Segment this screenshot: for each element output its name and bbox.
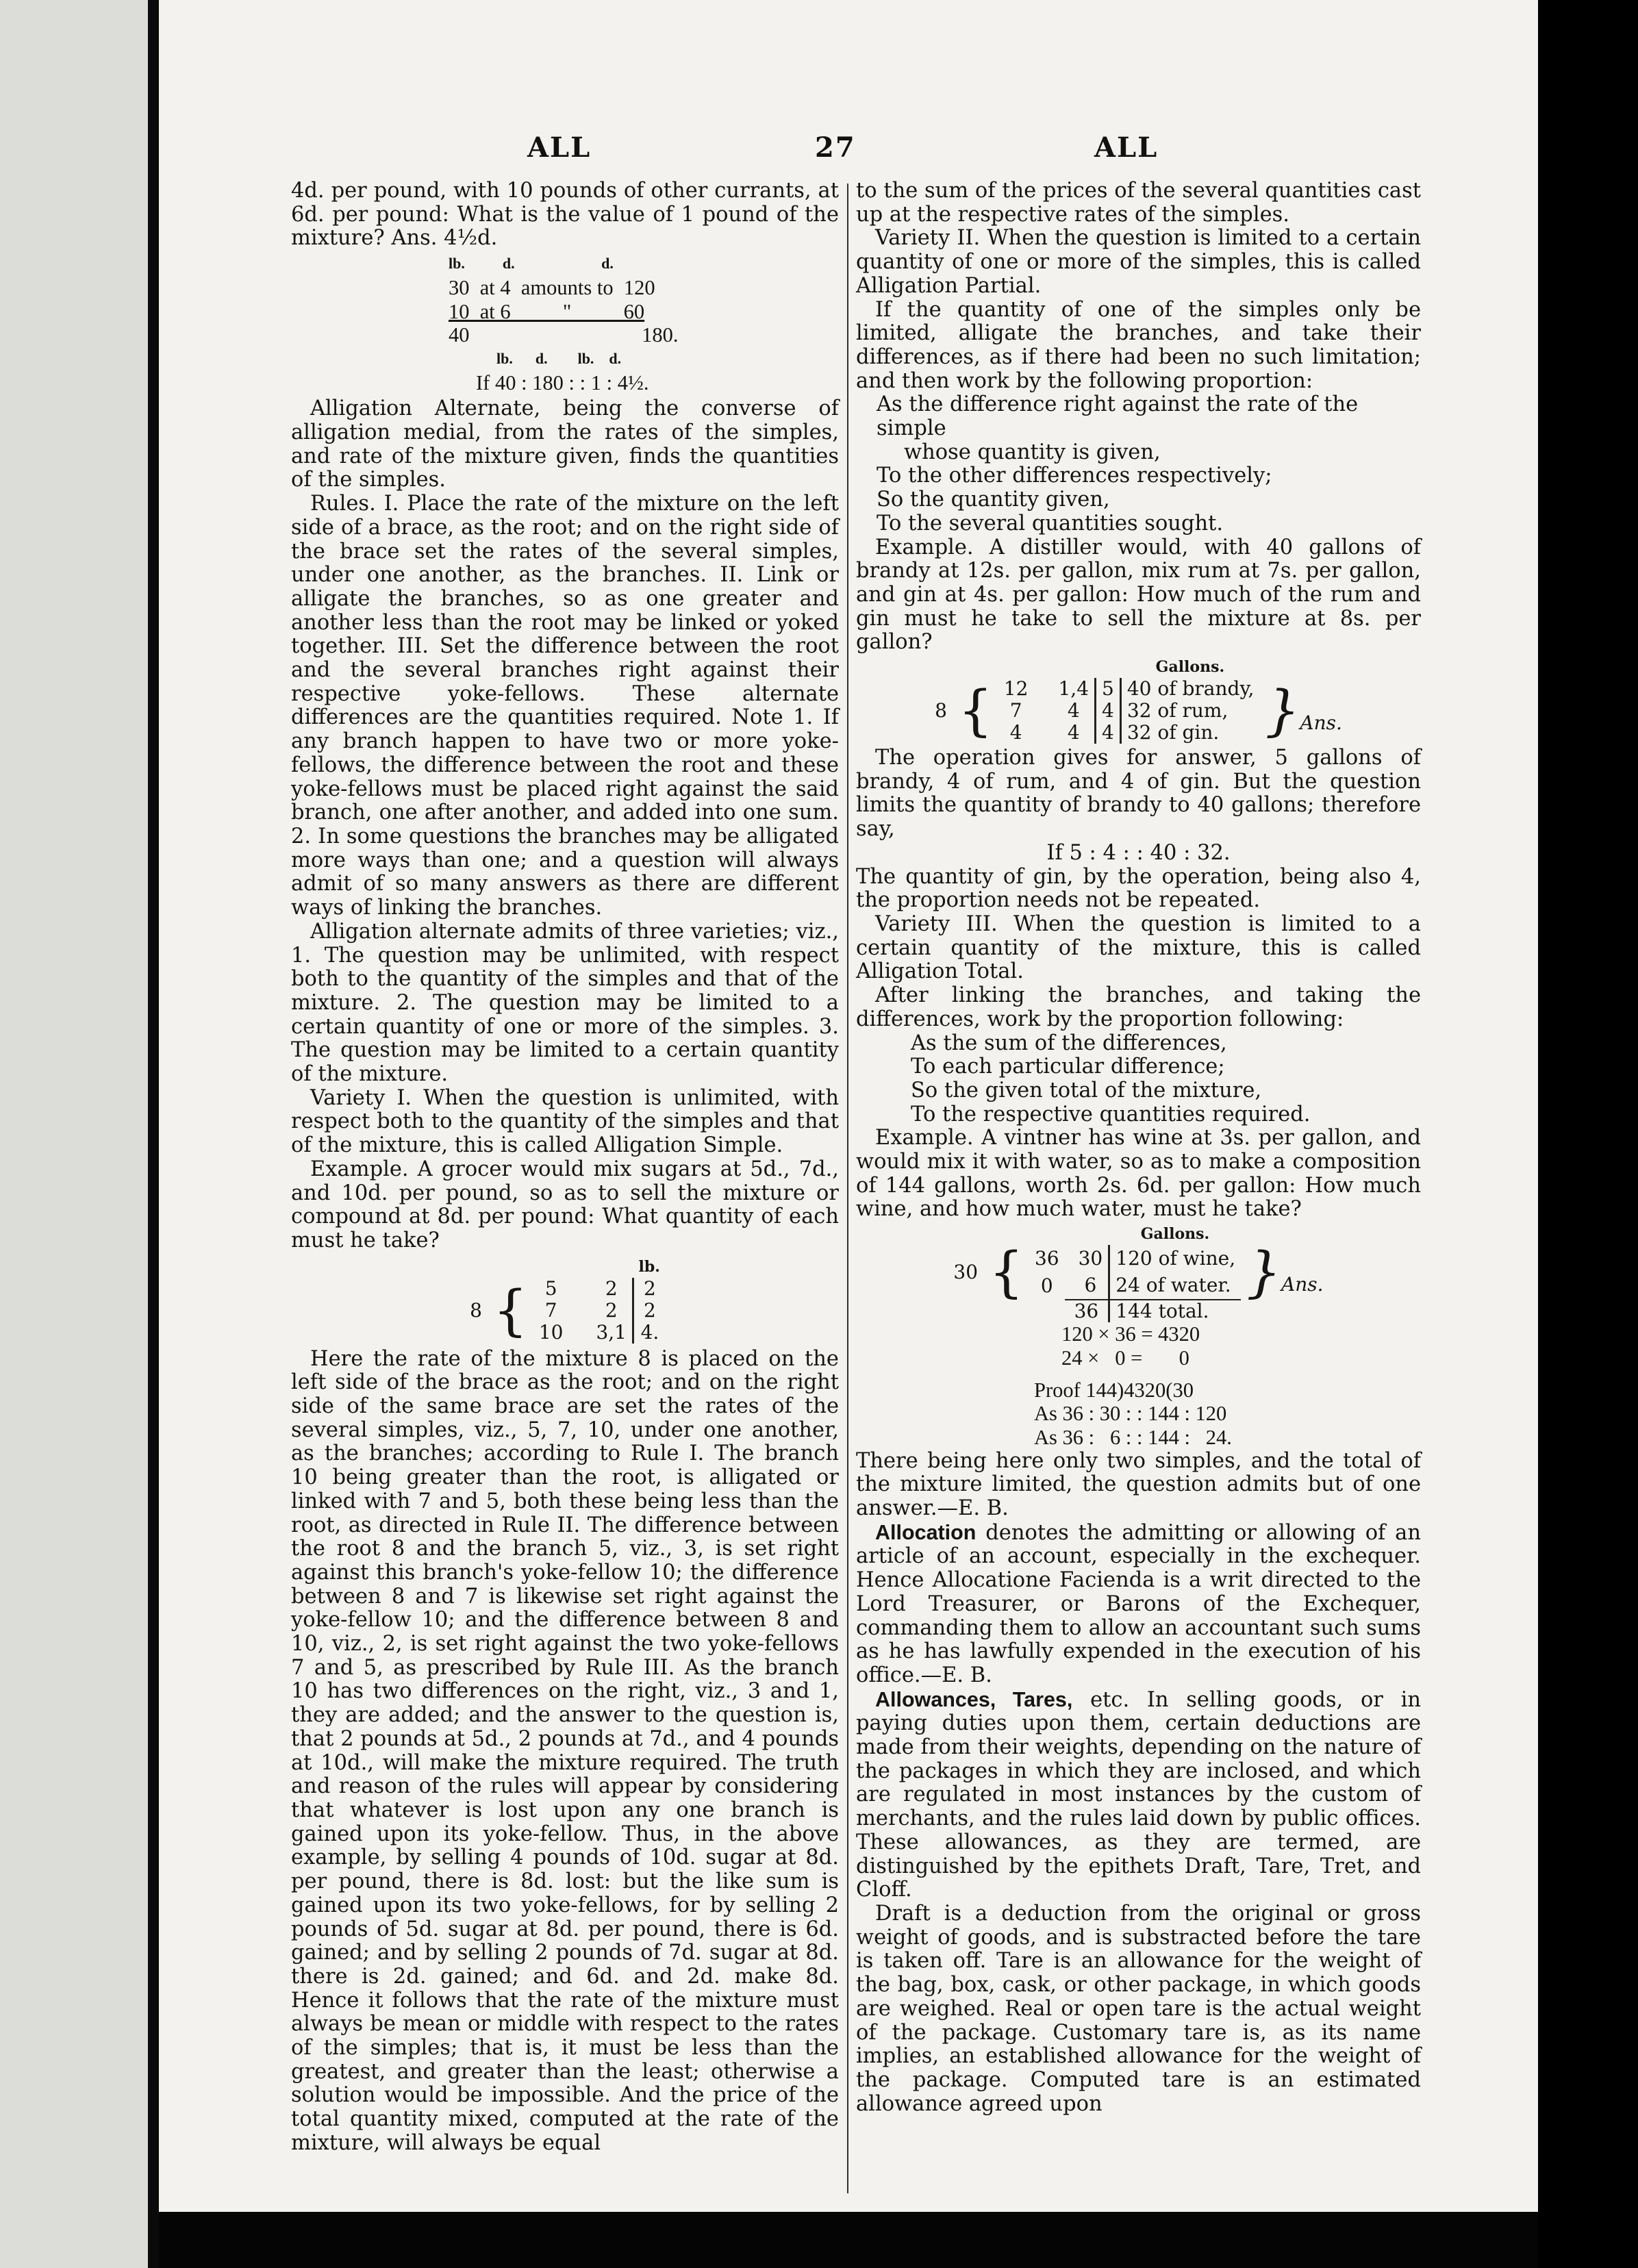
entry-headword: Allocation (875, 1520, 977, 1544)
proportion-rule: As the difference right against the rate of the simple whose quantity is given, To the other differences respectively; So the quantity given, To the several quantities sought. (877, 392, 1359, 536)
brace-symbol: } (1265, 679, 1300, 743)
calculation-block: lb. d. d. 30 at 4 amounts to 120 10 at 6 " 60 40 180. lb. d. lb. d. If 40 : 180 : : 1 : 4½. (449, 255, 679, 394)
proportion-rule: As the sum of the differences, To each particular difference; So the given total of the mixture, To the respective quantities required. (911, 1031, 1311, 1126)
column-rule (847, 184, 848, 2193)
brace-symbol: { (957, 679, 993, 743)
book-gutter (0, 0, 159, 2268)
paragraph: Alligation Alternate, being the converse of alligation medial, from the rates of the simples, and rate of the mixture given, finds the quantities of the simples. (291, 396, 839, 492)
paragraph: 4d. per pound, with 10 pounds of other currants, at 6d. per pound: What is the value of 1 pound of the mixture? Ans. 4½d. (291, 179, 839, 251)
paragraph: The operation gives for answer, 5 gallons of brandy, 4 of rum, and 4 of gin. But the question limits the quantity of brandy to 40 gallons; therefore say, (856, 746, 1421, 842)
paragraph: There being here only two simples, and the total of the mixture limited, the question admits but of one answer.—E. B. (856, 1448, 1421, 1521)
brace-symbol: { (492, 1278, 528, 1342)
scan-border (159, 2212, 1538, 2268)
entry-headword: Allowances, Tares, (875, 1687, 1073, 1711)
calculation-block: 120 × 36 = 4320 24 × 0 = 0 (1061, 1322, 1200, 1370)
brace-symbol: { (989, 1240, 1024, 1305)
proof-block: Proof 144)4320(30 As 36 : 30 : : 144 : 120 As 36 : 6 : : 144 : 24. (1034, 1378, 1232, 1449)
paragraph: If the quantity of one of the simples only be limited, alligate the branches, and take their differences, as if there had been no such limitation; and then work by the following proportion: (856, 297, 1421, 393)
page-number: 27 (815, 131, 856, 164)
paragraph: Variety I. When the question is unlimited, with respect both to the quantity of the simples and that of the mixture, this is called Alligation Simple. (291, 1085, 839, 1158)
alligation-figure: Gallons. 8 { 12 1,4 5 40 of brandy, }Ans. 7 4 4 32 of rum, 4 4 4 32 of gin. (935, 658, 1342, 744)
proportion-line: If 5 : 4 : : 40 : 32. (1046, 840, 1231, 865)
paragraph: Variety II. When the question is limited to a certain quantity of one or more of the simples, this is called Alligation Partial. (856, 226, 1421, 298)
brace-symbol: } (1246, 1240, 1282, 1305)
right-column (856, 179, 1421, 2116)
paragraph: Example. A vintner has wine at 3s. per gallon, and would mix it with water, so as to make a composition of 144 gallons, worth 2s. 6d. per gallon: How much wine, and how much water, must he take? (856, 1126, 1421, 1222)
running-head-right: ALL (1094, 131, 1159, 164)
paragraph: Example. A distiller would, with 40 gallons of brandy at 12s. per gallon, mix rum at 7s. per gallon, and gin at 4s. per gallon: How much of the rum and gin must he take to sell the mixture at 8s. per gallon? (856, 535, 1421, 655)
paragraph: Variety III. When the question is limited to a certain quantity of the mixture, this is called Alligation Total. (856, 911, 1421, 984)
running-head-left: ALL (527, 131, 592, 164)
paragraph: to the sum of the prices of the several quantities cast up at the respective rates of the simples. (856, 179, 1421, 227)
dictionary-entry: Allocation denotes the admitting or allowing of an article of an account, especially in the exchequer. Hence Allocatione Facienda is a writ directed to the Lord Treasurer, or Barons of the Exchequer, commanding them to allow an accountant such sums as he has lawfully expended in the execution of his office.—E. B. (856, 1520, 1421, 1687)
paragraph: After linking the branches, and taking the differences, work by the proportion following: (856, 983, 1421, 1031)
dictionary-entry: Allowances, Tares, etc. In selling goods, or in paying duties upon them, certain deductions are made from their weights, depending on the nature of the packages in which they are inclosed, and which are regulated in most instances by the custom of merchants, and the rules laid down by public offices. These allowances, as they are termed, are distinguished by the epithets Draft, Tare, Tret, and Cloff. (856, 1687, 1421, 1902)
paragraph: Here the rate of the mixture 8 is placed on the left side of the brace as the root; and on the right side of the same brace are set the rates of the several simples, viz., 5, 7, 10, under one another, as the branches; according to Rule I. The branch 10 being greater than the root, is alligated or linked with 7 and 5, both these being less than the root, as directed in Rule II. The difference between the root 8 and the branch 5, viz., 3, is set right against this branch's yoke-fellow 10; the difference between 8 and 7 is likewise set right against the yoke-fellow 10; and the difference between 8 and 10, viz., 2, is set right against the two yoke-fellows 7 and 5, as prescribed by Rule III. As the branch 10 has two differences on the right, viz., 3 and 1, they are added; and the answer to the question is, that 2 pounds at 5d., 2 pounds at 7d., and 4 pounds at 10d., will make the mixture required. The truth and reason of the rules will appear by considering that whatever is lost upon any one branch is gained upon its yoke-fellow. Thus, in the above example, by selling 4 pounds of 10d. sugar at 8d. per pound, there is 8d. lost: but the like sum is gained upon its two yoke-fellows, for by selling 2 pounds of 5d. sugar at 8d. per pound, there is 6d. gained; and by selling 2 pounds of 7d. sugar at 8d. there is 2d. gained; and 6d. and 2d. make 8d. Hence it follows that the rate of the mixture must always be mean or middle with respect to the rates of the simples; that is, it must be less than the greatest, and greater than the least; otherwise a solution would be impossible. And the price of the total quantity mixed, computed at the rate of the mixture, will always be equal (291, 1346, 839, 2155)
paragraph: Alligation alternate admits of three varieties; viz., 1. The question may be unlimited, with respect both to the quantity of the simples and that of the mixture. 2. The question may be limited to a certain quantity of one or more of the simples. 3. The question may be limited to a certain quantity of the mixture. (291, 919, 839, 1087)
paragraph: The quantity of gin, by the operation, being also 4, the proportion needs not be repeated. (856, 864, 1421, 913)
paragraph: Example. A grocer would mix sugars at 5d., 7d., and 10d. per pound, so as to sell the mixture or compound at 8d. per pound: What quantity of each must he take? (291, 1157, 839, 1252)
paragraph: Draft is a deduction from the original or gross weight of goods, and is substracted before the tare is taken off. Tare is an allowance for the weight of the bag, box, cask, or other package, in which goods are weighed. Real or open tare is the actual weight of the package. Customary tare is, as its name implies, an established allowance for the weight of the package. Computed tare is an estimated allowance agreed upon (856, 1902, 1421, 2116)
paragraph: Rules. I. Place the rate of the mixture on the left side of a brace, as the root; and on the right side of the brace set the rates of the several simples, under one another, as the branches. II. Link or alligate the branches, so as one greater and another less than the root may be linked or yoked together. III. Set the difference between the root and the several branches right against their respective yoke-fellows. These alternate differences are the quantities required. Note 1. If any branch happen to have two or more yoke-fellows, the difference between the root and these yoke-fellows must be placed right against the said branch, one after another, and added into one sum. 2. In some questions the branches may be alligated more ways than one; and a question will always admit of so many answers as there are different ways of linking the branches. (291, 492, 839, 920)
alligation-figure: Gallons. 30 { 36 30 120 of wine, }Ans. 0 6 24 of water. 36 144 total. (953, 1225, 1324, 1323)
left-column (291, 179, 839, 2156)
alligation-figure: lb. 8 { 5 2 2 7 2 2 10 3,1 4. (464, 1256, 666, 1344)
